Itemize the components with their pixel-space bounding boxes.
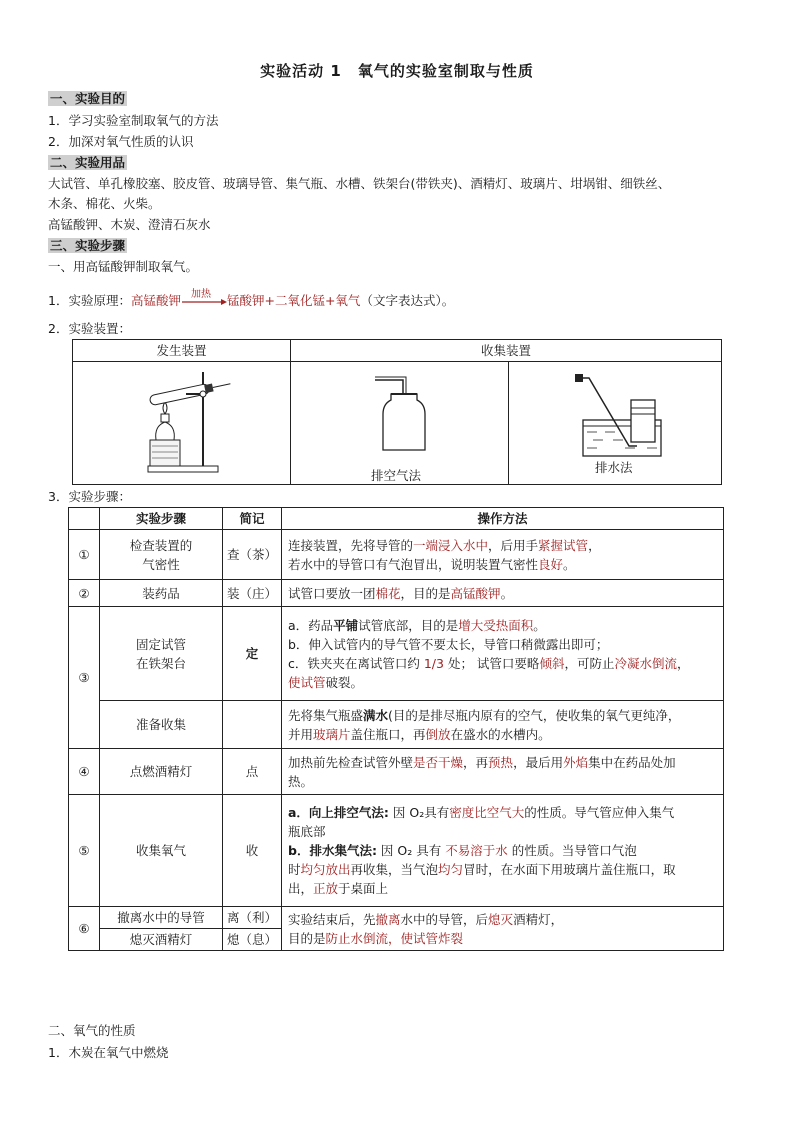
row-number: ② xyxy=(69,580,100,607)
apparatus-label: 2．实验装置： xyxy=(48,321,131,336)
principle-prefix: 1．实验原理： xyxy=(48,293,131,308)
step-abbr: 熄（息） xyxy=(223,929,282,951)
step-abbr: 点 xyxy=(223,749,282,795)
header-method: 操作方法 xyxy=(282,508,724,530)
air-collection-cell xyxy=(291,362,509,485)
air-method-caption: 排空气法 xyxy=(371,468,422,483)
arrow-icon xyxy=(181,298,227,306)
step-name: 收集氧气 xyxy=(100,795,223,907)
reaction-condition: 加热 xyxy=(190,289,211,300)
step-name: 装药品 xyxy=(100,580,223,607)
step-abbr: 查（茶） xyxy=(223,530,282,580)
step-abbr: 装（庄） xyxy=(223,580,282,607)
purpose-item: 1．学习实验室制取氧气的方法 xyxy=(48,113,219,128)
step-method: a．药品平铺试管底部，目的是增大受热面积。 b．伸入试管内的导气管不要太长，导管口稍微露出即可； c．铁夹夹在离试管口约 1/3 处； 试管口要略倾斜，可防止冷凝水倒流， 使试管破裂。 xyxy=(282,607,724,701)
table-row xyxy=(69,907,724,929)
step-method: 实验结束后，先撤离水中的导管，后熄灭酒精灯， 目的是防止水倒流，使试管炸裂 xyxy=(282,907,724,951)
materials-line: 高锰酸钾、木炭、澄清石灰水 xyxy=(48,217,211,232)
step-abbr: 定 xyxy=(223,607,282,701)
step-name: 熄灭酒精灯 xyxy=(100,929,223,951)
section-heading-purpose: 一、实验目的 xyxy=(50,91,126,106)
step-name: 准备收集 xyxy=(100,701,223,749)
header-blank xyxy=(69,508,100,530)
water-method-caption: 排水法 xyxy=(595,460,633,475)
row-number: ⑤ xyxy=(69,795,100,907)
row-number: ⑥ xyxy=(69,907,100,951)
row-number: ① xyxy=(69,530,100,580)
table-row xyxy=(69,580,724,607)
steps-label: 3．实验步骤： xyxy=(48,489,131,504)
water-displacement-drawing xyxy=(571,372,671,462)
step-method: 先将集气瓶盛满水(目的是排尽瓶内原有的空气，使收集的氧气更纯净， 并用玻璃片盖住瓶口，再倒放在盛水的水槽内。 xyxy=(282,701,724,749)
row-number: ③ xyxy=(69,607,100,749)
apparatus-table xyxy=(72,339,722,485)
air-displacement-drawing xyxy=(373,374,433,454)
step-method: 连接装置，先将导管的一端浸入水中，后用手紧握试管， 若水中的导管口有气泡冒出，说明装置气密性良好。 xyxy=(282,530,724,580)
principle-reactant: 高锰酸钾 xyxy=(130,293,181,308)
step-method: a．向上排空气法: 因 O₂具有密度比空气大的性质。导气管应伸入集气 瓶底部 b．排水集气法: 因 O₂ 具有 不易溶于水 的性质。当导管口气泡 时均匀放出再收集，当气泡均匀冒时，在水面下用玻璃片盖住瓶口，取 出，正放于桌面上 xyxy=(282,795,724,907)
reaction-arrow xyxy=(181,289,227,310)
materials-line: 大试管、单孔橡胶塞、胶皮管、玻璃导管、集气瓶、水槽、铁架台(带铁夹)、酒精灯、玻璃片、坩埚钳、细铁丝、 xyxy=(48,176,671,191)
header-abbr: 简记 xyxy=(223,508,282,530)
purpose-item: 2．加深对氧气性质的认识 xyxy=(48,134,194,149)
part2-heading: 二、氧气的性质 xyxy=(48,1023,136,1038)
step-method: 试管口要放一团棉花，目的是高锰酸钾。 xyxy=(282,580,724,607)
table-row xyxy=(69,749,724,795)
step-abbr: 收 xyxy=(223,795,282,907)
step-abbr: 离（利） xyxy=(223,907,282,929)
table-row xyxy=(69,701,724,749)
table-row xyxy=(69,795,724,907)
table-row xyxy=(69,607,724,701)
section-heading-steps: 三、实验步骤 xyxy=(50,238,126,253)
part1-heading: 一、用高锰酸钾制取氧气。 xyxy=(48,259,199,274)
steps-table xyxy=(68,507,724,951)
row-number: ④ xyxy=(69,749,100,795)
generator-cell xyxy=(73,362,291,485)
principle-line xyxy=(48,289,455,310)
generator-header: 发生装置 xyxy=(73,340,291,362)
principle-products: 锰酸钾+二氧化锰+氧气 xyxy=(226,293,361,308)
part2-item: 1．木炭在氧气中燃烧 xyxy=(48,1045,169,1060)
table-row xyxy=(69,530,724,580)
principle-suffix: （文字表达式）。 xyxy=(360,293,455,308)
step-name: 点燃酒精灯 xyxy=(100,749,223,795)
generator-apparatus-drawing xyxy=(128,368,238,478)
section-heading-materials: 二、实验用品 xyxy=(50,155,126,170)
step-name: 固定试管 在铁架台 xyxy=(100,607,223,701)
step-name: 撤离水中的导管 xyxy=(100,907,223,929)
collector-header: 收集装置 xyxy=(291,340,722,362)
step-abbr xyxy=(223,701,282,749)
materials-line: 木条、棉花、火柴。 xyxy=(48,196,161,211)
step-method: 加热前先检查试管外壁是否干燥，再预热，最后用外焰集中在药品处加 热。 xyxy=(282,749,724,795)
step-name: 检查装置的 气密性 xyxy=(100,530,223,580)
page-title: 实验活动 1 氧气的实验室制取与性质 xyxy=(260,62,534,80)
header-step: 实验步骤 xyxy=(100,508,223,530)
water-collection-cell xyxy=(509,362,722,485)
